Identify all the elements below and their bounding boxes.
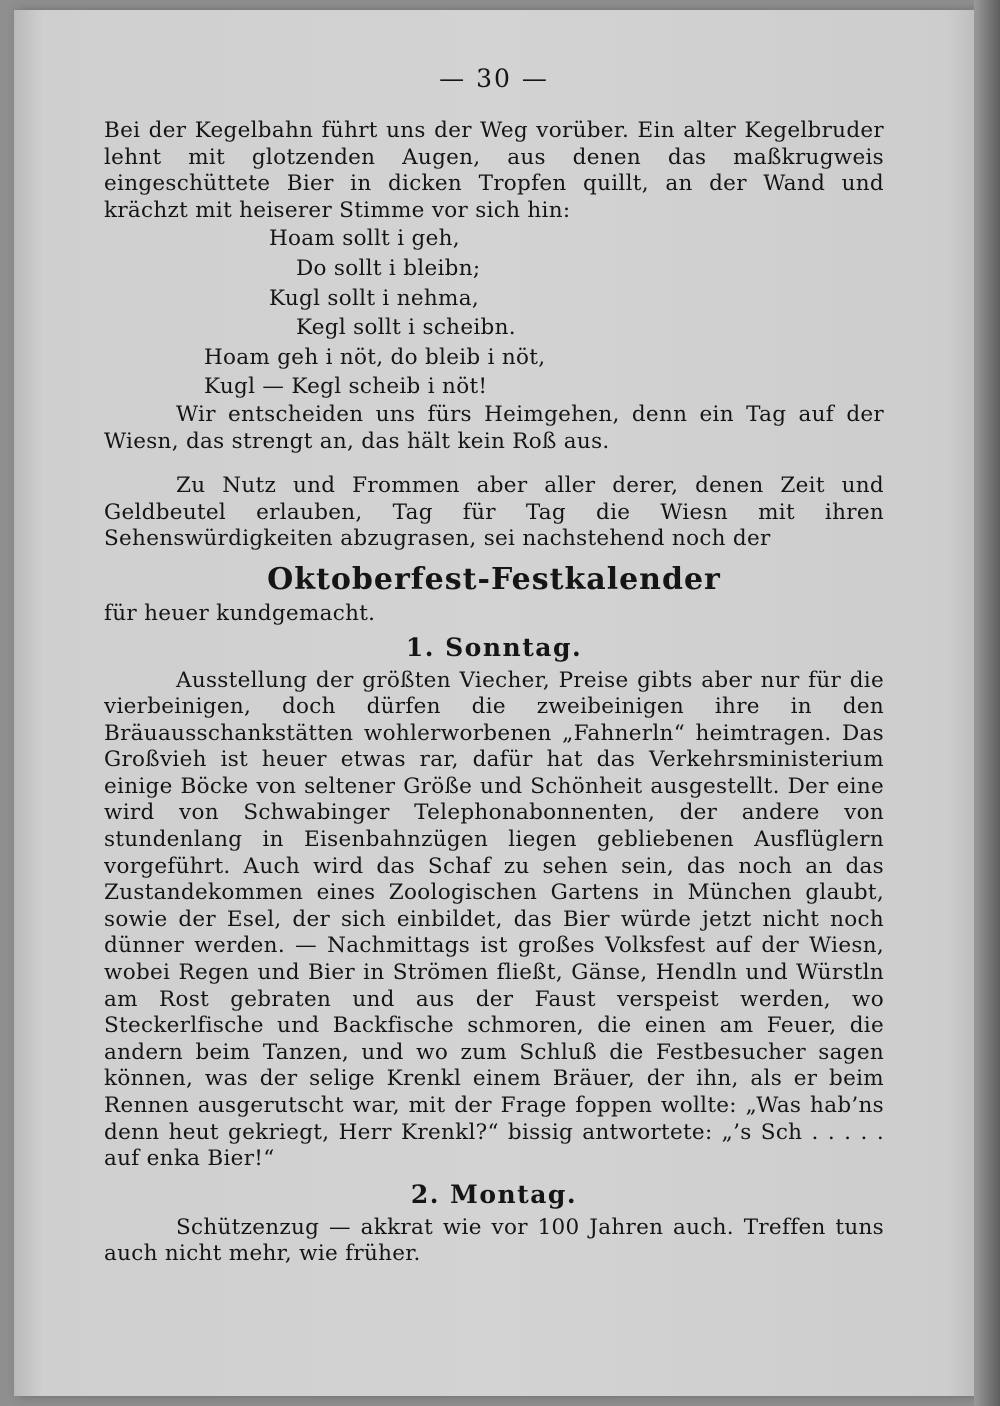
intro-paragraph: Bei der Kegelbahn führt uns der Weg vorüber. Ein alter Kegelbruder lehnt mit glotzenden Augen, aus denen das maßkrugweis eingeschüttete Bier in dicken Tropfen quillt, an der Wand und krächzt mit heiserer Stimme vor sich hin: bbox=[104, 118, 884, 223]
page-content bbox=[104, 62, 884, 1268]
calendar-intro: Zu Nutz und Frommen aber aller derer, denen Zeit und Geldbeutel erlauben, Tag für Tag die Wiesn mit ihren Sehenswürdigkeiten abzugrasen, sei nachstehend noch der bbox=[104, 473, 884, 552]
paragraph-gap bbox=[104, 455, 884, 473]
festkalender-title: Oktoberfest-Festkalender bbox=[267, 561, 721, 597]
verse-line: Hoam geh i nöt, do bleib i nöt, bbox=[204, 344, 546, 370]
verse-line: Hoam sollt i geh, bbox=[269, 226, 460, 252]
section-text-montag: Schützenzug — akkrat wie vor 100 Jahren auch. Treffen tuns auch nicht mehr, wie früher. bbox=[104, 1214, 884, 1267]
verse-line: Kugl sollt i nehma, bbox=[269, 285, 479, 311]
section-text-sonntag: Ausstellung der größten Viecher, Preise gibts aber nur für die vierbeinigen, doch dürfen die zweibeinigen ihre in den Bräuausschankstätten wohlerworbenen „Fahnerln“ heimtragen. Das Großvieh ist heuer etwas rar, dafür hat das Verkehrsministerium einige Böcke von seltener Größe und Schönheit ausgestellt. Der eine wird von Schwabinger Telephonabonnenten, der andere von stundenlang in Eisenbahnzügen liegen gebliebenen Ausflüglern vorgeführt. Auch wird das Schaf zu sehen sein, das noch an das Zustandekommen eines Zoologischen Gartens in München glaubt, sowie der Esel, der sich einbildet, das Bier würde jetzt nicht noch dünner werden. — Nachmittags ist großes Volksfest auf der Wiesn, wobei Regen und Bier in Strömen fließt, Gänse, Hendln und Würstln am Rost gebraten und aus der Faust verspeist werden, wo Steckerlfische und Backfische schmoren, die einen am Feuer, die andern beim Tanzen, und wo zum Schluß die Festbesucher sagen können, was der selige Krenkl einem Bräuer, der ihn, als er beim Rennen ausgerutscht war, mit der Frage foppen wollte: „Was hab’ns denn heut gekriegt, Herr Krenkl?“ bissig antwortete: „’s Sch . . . . . auf enka Bier!“ bbox=[104, 667, 884, 1172]
verse-block bbox=[104, 224, 884, 402]
page-edge-shadow bbox=[974, 0, 1000, 1406]
verse-line: Do sollt i bleibn; bbox=[296, 255, 481, 281]
calendar-intro-tail: für heuer kundgemacht. bbox=[104, 600, 376, 626]
section-heading-montag: 2. Montag. bbox=[410, 1179, 578, 1209]
page-number: — 30 — bbox=[439, 64, 549, 93]
section-heading-sonntag: 1. Sonntag. bbox=[405, 632, 583, 662]
verse-line: Kugl — Kegl scheib i nöt! bbox=[204, 374, 488, 400]
verse-line: Kegl sollt i scheibn. bbox=[296, 315, 516, 341]
after-verse-paragraph: Wir entscheiden uns fürs Heimgehen, denn ein Tag auf der Wiesn, das strengt an, das hält kein Roß aus. bbox=[104, 401, 884, 454]
